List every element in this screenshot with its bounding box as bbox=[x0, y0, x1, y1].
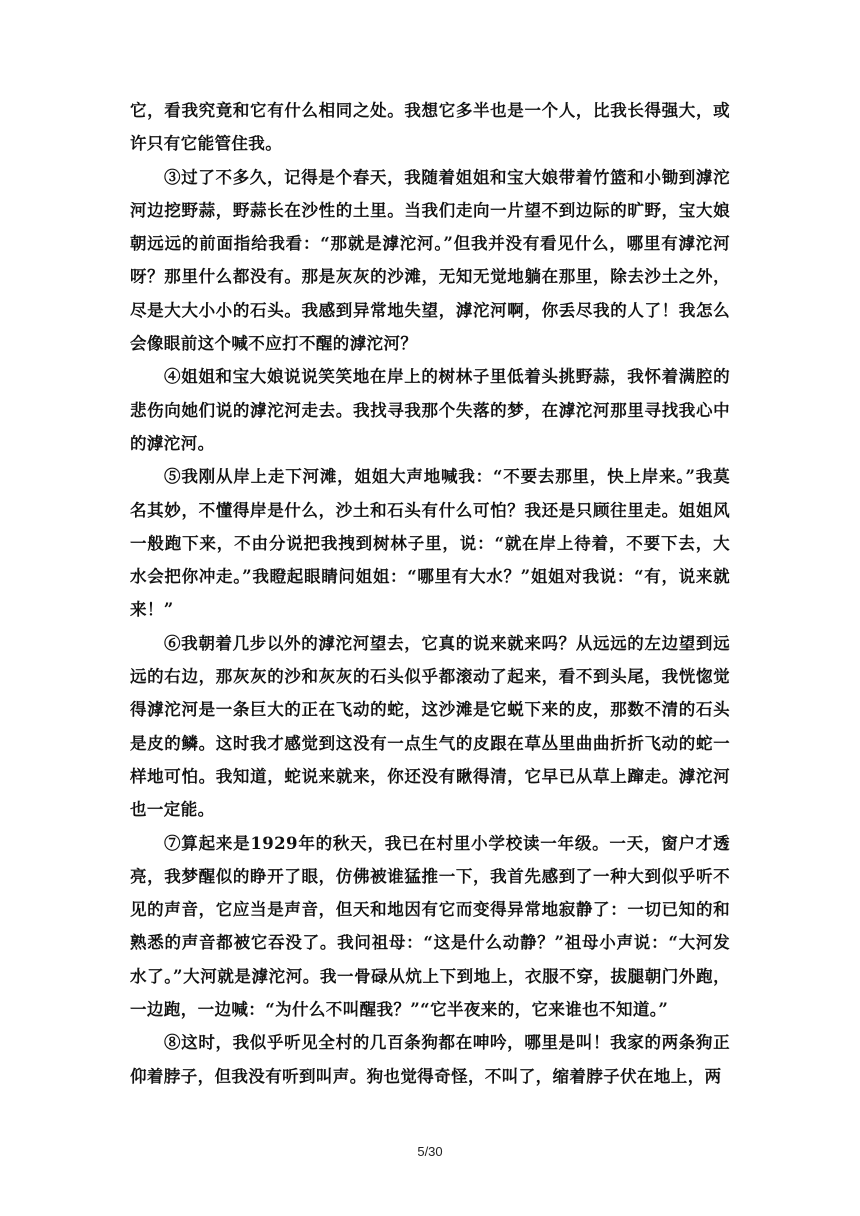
paragraph-6: ⑥我朝着几步以外的滹沱河望去，它真的说来就来吗？从远远的左边望到远远的右边，那灰灰的沙和灰灰的石头似乎都滚动了起来，看不到头尾，我恍惚觉得滹沱河是一条巨大的正在飞动的蛇，这沙滩是它蜕下来的皮，那数不清的石头是皮的鳞。这时我才感觉到这没有一点生气的皮跟在草丛里曲曲折折飞动的蛇一样地可怕。我知道，蛇说来就来，你还没有瞅得清，它早已从草上蹿走。滹沱河也一定能。 bbox=[130, 633, 730, 820]
paragraph-8: ⑧这时，我似乎听见全村的几百条狗都在呻吟，哪里是叫！我家的两条狗正仰着脖子，但我没有听到叫声。狗也觉得奇怪，不叫了，缩着脖子伏在地上，两 bbox=[130, 1033, 730, 1086]
paragraph-4: ④姐姐和宝大娘说说笑笑地在岸上的树林子里低着头挑野蒜，我怀着满腔的悲伤向她们说的滹沱河走去。我找寻我那个失落的梦，在滹沱河那里寻找我心中的滹沱河。 bbox=[130, 367, 730, 453]
paragraph-5: ⑤我刚从岸上走下河滩，姐姐大声地喊我：“不要去那里，快上岸来。”我莫名其妙，不懂得岸是什么，沙土和石头有什么可怕？我还是只顾往里走。姐姐风一般跑下来，不由分说把我拽到树林子里，说：“就在岸上待着，不要下去，大水会把你冲走。”我瞪起眼睛问姐姐：“哪里有大水？”姐姐对我说：“有，说来就来！” bbox=[130, 467, 730, 620]
document-body bbox=[130, 94, 730, 1093]
page-number: 5/30 bbox=[417, 1144, 443, 1159]
paragraph-3: ③过了不多久，记得是个春天，我随着姐姐和宝大娘带着竹篮和小锄到滹沱河边挖野蒜，野蒜长在沙性的土里。当我们走向一片望不到边际的旷野，宝大娘朝远远的前面指给我看：“那就是滹沱河。”但我并没有看见什么，哪里有滹沱河呀？那里什么都没有。那是灰灰的沙滩，无知无觉地躺在那里，除去沙土之外，尽是大大小小的石头。我感到异常地失望，滹沱河啊，你丢尽我的人了！我怎么会像眼前这个喊不应打不醒的滹沱河？ bbox=[130, 167, 730, 354]
paragraph-7: ⑦算起来是1929年的秋天，我已在村里小学校读一年级。一天，窗户才透亮，我梦醒似的睁开了眼，仿佛被谁猛推一下，我首先感到了一种大到似乎听不见的声音，它应当是声音，但天和地因有它而变得异常地寂静了：一切已知的和熟悉的声音都被它吞没了。我问祖母：“这是什么动静？”祖母小声说：“大河发水了。”大河就是滹沱河。我一骨碌从炕上下到地上，衣服不穿，拔腿朝门外跑，一边跑，一边喊：“为什么不叫醒我？”“它半夜来的，它来谁也不知道。” bbox=[130, 833, 730, 1020]
paragraph-continuation: 它，看我究竟和它有什么相同之处。我想它多半也是一个人，比我长得强大，或许只有它能管住我。 bbox=[130, 101, 730, 154]
